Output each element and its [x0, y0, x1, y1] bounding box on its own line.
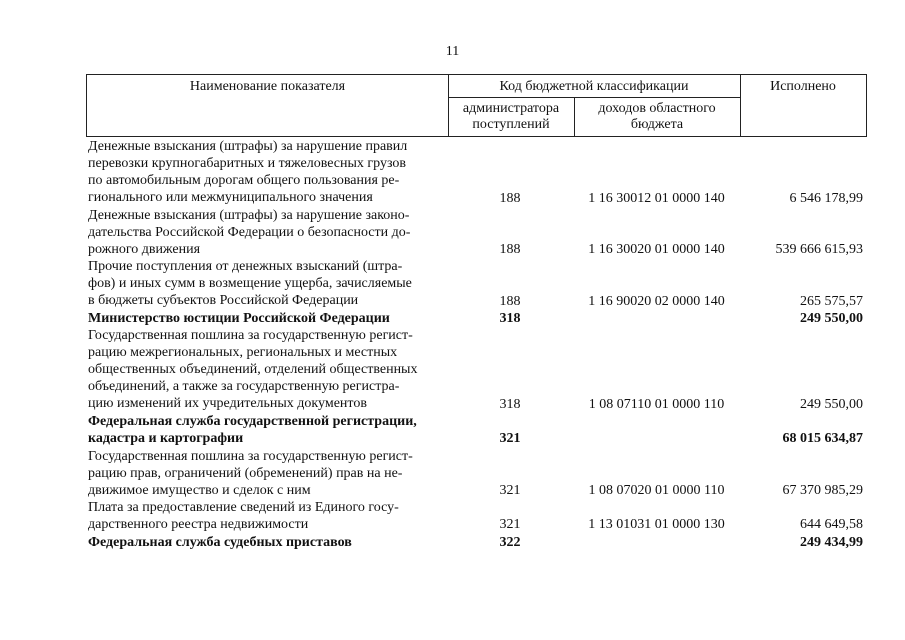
table-header — [86, 74, 867, 137]
row-amount: 249 550,00 — [800, 396, 863, 412]
row-name-line: Денежные взыскания (штрафы) за нарушение правил — [88, 139, 408, 154]
row-admin-code: 318 — [499, 311, 521, 326]
row-admin-code: 321 — [499, 431, 521, 447]
header-name: Наименование показателя — [189, 79, 346, 94]
row-admin-code: 321 — [499, 517, 521, 533]
row-name-line: Прочие поступления от денежных взысканий (штра- — [88, 259, 403, 275]
row-name-line: перевозки крупногабаритных и тяжеловесных грузов — [88, 156, 407, 171]
row-name-line: общественных объединений, отделений общественных — [88, 362, 418, 378]
row-name-line: объединений, а также за государственную регистра- — [88, 379, 400, 395]
row-amount: 249 434,99 — [800, 534, 863, 550]
row-income-code: 1 16 30020 01 0000 140 — [588, 242, 725, 258]
row-name — [88, 499, 445, 533]
header-income-line1: доходов областного — [598, 101, 716, 116]
row-name-line: фов) и иных сумм в возмещение ущерба, зачисляемые — [88, 276, 412, 292]
header-code-group: Код бюджетной классификации — [499, 79, 689, 94]
row-admin-code: 318 — [499, 396, 521, 412]
row-admin-code: 188 — [499, 242, 521, 258]
header-divider — [448, 97, 740, 98]
row-name-line: рацию межрегиональных, региональных и местных — [88, 345, 398, 361]
row-name — [88, 534, 445, 551]
row-amount: 249 550,00 — [800, 311, 863, 326]
row-name-line: Денежные взыскания (штрафы) за нарушение законо- — [88, 207, 410, 223]
header-income-line2: бюджета — [630, 117, 684, 132]
row-name-line: Государственная пошлина за государственную регист- — [88, 328, 413, 344]
header-divider — [574, 97, 575, 136]
row-admin-code: 188 — [499, 190, 521, 206]
row-name-line: Плата за предоставление сведений из Единого госу- — [88, 500, 399, 516]
row-amount: 67 370 985,29 — [782, 482, 863, 498]
row-name-line: цию изменений их учредительных документов — [88, 396, 367, 412]
row-name — [88, 327, 445, 412]
row-admin-code: 188 — [499, 293, 521, 309]
row-amount: 265 575,57 — [800, 293, 863, 309]
row-income-code: 1 16 30012 01 0000 140 — [588, 190, 725, 206]
header-divider — [740, 75, 741, 136]
header-divider — [448, 75, 449, 136]
row-name — [88, 138, 445, 206]
row-income-code: 1 16 90020 02 0000 140 — [588, 293, 725, 309]
row-name-line: дательства Российской Федерации о безопасности до- — [88, 224, 411, 240]
page-number: 11 — [445, 44, 460, 59]
header-executed: Исполнено — [770, 79, 836, 94]
row-name-line: Федеральная служба судебных приставов — [88, 534, 352, 550]
row-name — [88, 413, 445, 447]
header-admin-line1: администратора — [462, 101, 560, 116]
row-amount: 68 015 634,87 — [782, 431, 863, 447]
row-name-line: рожного движения — [88, 241, 201, 257]
row-name — [88, 310, 445, 327]
row-admin-code: 322 — [499, 534, 521, 550]
row-amount: 644 649,58 — [800, 517, 863, 533]
row-name-line: в бюджеты субъектов Российской Федерации — [88, 293, 359, 309]
row-income-code: 1 08 07110 01 0000 110 — [588, 396, 725, 412]
row-name — [88, 448, 445, 499]
row-income-code: 1 08 07020 01 0000 110 — [588, 482, 725, 498]
row-amount: 6 546 178,99 — [789, 190, 863, 206]
row-name-line: Государственная пошлина за государственную регист- — [88, 448, 413, 464]
row-name-line: рацию прав, ограничений (обременений) прав на не- — [88, 465, 403, 481]
row-name-line: дарственного реестра недвижимости — [88, 517, 309, 533]
row-name-line: кадастра и картографии — [88, 431, 244, 447]
header-admin-line2: поступлений — [472, 117, 550, 132]
row-name — [88, 207, 445, 258]
row-name — [88, 258, 445, 309]
row-name-line: по автомобильным дорогам общего пользования ре- — [88, 173, 400, 188]
row-name-line: Федеральная служба государственной регистрации, — [88, 414, 417, 430]
row-amount: 539 666 615,93 — [775, 242, 863, 258]
row-name-line: Министерство юстиции Российской Федерации — [88, 311, 390, 326]
header-income — [574, 101, 740, 133]
row-name-line: движимое имущество и сделок с ним — [88, 482, 311, 498]
row-admin-code: 321 — [499, 482, 521, 498]
header-admin — [448, 101, 574, 133]
row-income-code: 1 13 01031 01 0000 130 — [588, 517, 725, 533]
row-name-line: гионального или межмуниципального значения — [88, 190, 373, 205]
